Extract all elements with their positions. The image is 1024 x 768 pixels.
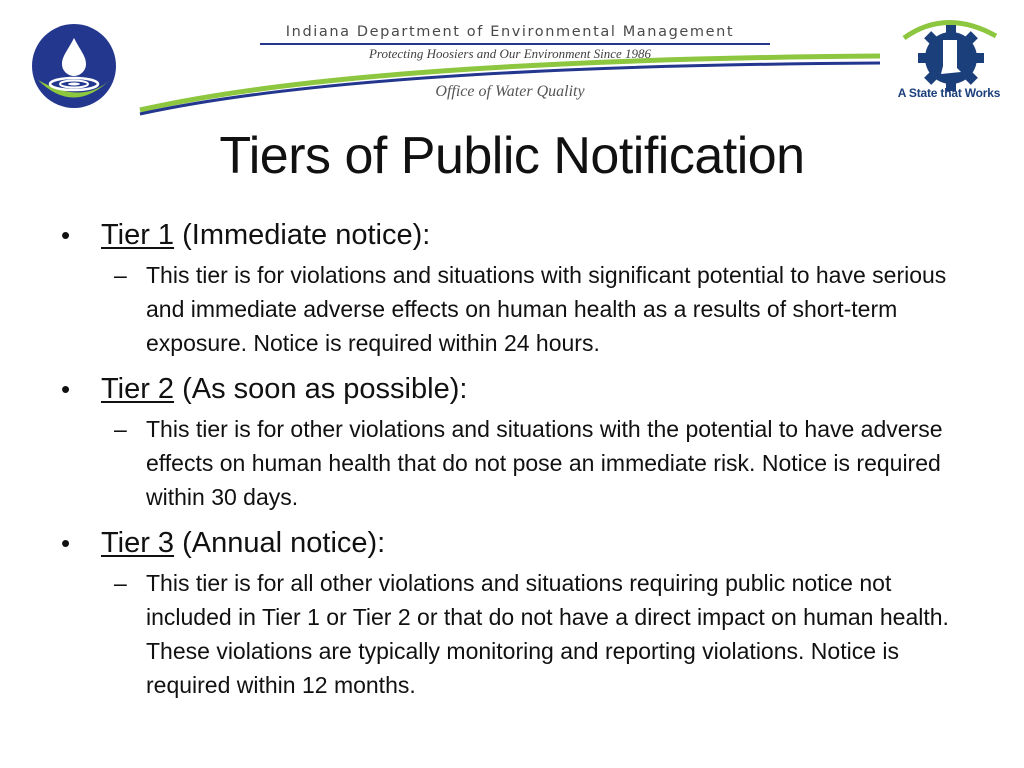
- tier-label: (Immediate notice):: [174, 219, 431, 251]
- slide-title: Tiers of Public Notification: [219, 127, 805, 185]
- tier-description: This tier is for other violations and situations with the potential to have adverse effects on human health that do not pose an immediate risk. Notice is required within 30 days.: [146, 416, 943, 510]
- tier-description: This tier is for violations and situations with significant potential to have serious and immediate adverse effects on human health as a results of short-term exposure. Notice is required within 24 hours.: [146, 262, 947, 356]
- tier-label: (Annual notice):: [174, 527, 386, 559]
- tier-item-2: [0, 366, 1024, 514]
- bullet-icon: •: [61, 374, 71, 404]
- office-name: Office of Water Quality: [435, 83, 585, 100]
- tier-list: [0, 212, 1024, 702]
- bullet-icon: •: [61, 220, 71, 250]
- tier-name: Tier 2: [101, 373, 175, 405]
- dash-icon: –: [114, 262, 127, 288]
- water-drop-icon: [24, 18, 124, 118]
- bullet-icon: •: [61, 528, 71, 558]
- tier-heading: [101, 218, 430, 252]
- tier-item-3: [0, 520, 1024, 702]
- slide-header: [0, 0, 1024, 120]
- tier-item-1: [0, 212, 1024, 360]
- tier-label: (As soon as possible):: [174, 373, 468, 405]
- tier-name: Tier 1: [101, 219, 175, 251]
- tier-name: Tier 3: [101, 527, 175, 559]
- tier-heading: [101, 372, 467, 406]
- agency-motto: Protecting Hoosiers and Our Environment Since 1986: [368, 46, 652, 61]
- tier-heading: [101, 526, 385, 560]
- agency-name: Indiana Department of Environmental Management: [285, 24, 735, 40]
- dash-icon: –: [114, 570, 127, 596]
- state-tagline: A State that Works: [897, 86, 1001, 100]
- dash-icon: –: [114, 416, 127, 442]
- tier-description: This tier is for all other violations and situations requiring public notice not included in Tier 1 or Tier 2 or that do not have a direct impact on human health. These violations are typically monitoring and reporting violations. Notice is required within 12 months.: [146, 570, 949, 698]
